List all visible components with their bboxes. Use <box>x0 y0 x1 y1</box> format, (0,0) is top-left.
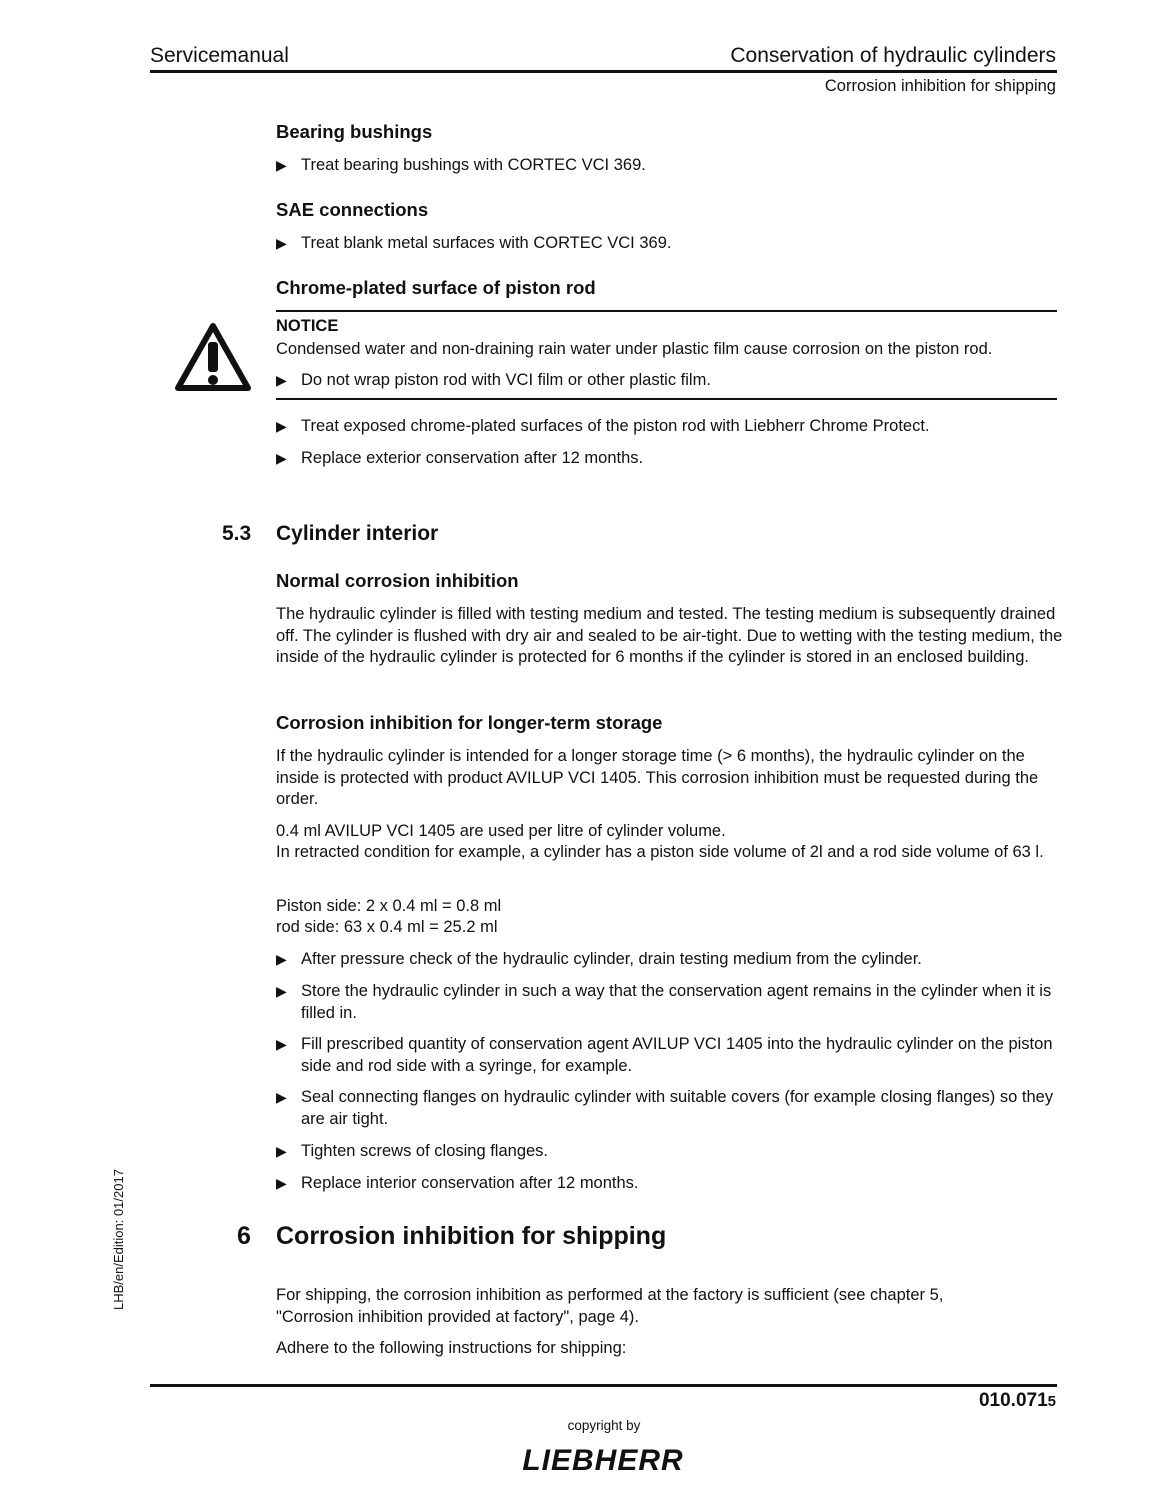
bullet-item <box>276 1087 1066 1130</box>
notice-top-rule <box>276 310 1057 312</box>
section-title-cylinder-interior: Cylinder interior <box>276 522 439 545</box>
bullet-item <box>276 416 1066 438</box>
bullet-triangle-icon: ▶ <box>276 372 287 388</box>
edition-note: LHB/en/Edition: 01/2017 <box>111 1169 126 1310</box>
header-chapter-title: Conservation of hydraulic cylinders <box>730 44 1056 67</box>
header-rule <box>150 70 1057 73</box>
bullet-triangle-icon: ▶ <box>276 951 287 967</box>
chapter-title-shipping: Corrosion inhibition for shipping <box>276 1222 667 1250</box>
calc-rod-side: rod side: 63 x 0.4 ml = 25.2 ml <box>276 918 498 936</box>
bullet-text: Seal connecting flanges on hydraulic cylinder with suitable covers (for example closing flanges) so they are air tight. <box>301 1088 1054 1128</box>
bullet-text: Do not wrap piston rod with VCI film or other plastic film. <box>301 371 711 389</box>
page-index: 5 <box>1047 1393 1056 1410</box>
chapter-number: 6 <box>237 1222 251 1250</box>
footer-rule <box>150 1384 1057 1387</box>
bullet-text: Replace interior conservation after 12 months. <box>301 1174 639 1192</box>
bullet-text: Tighten screws of closing flanges. <box>301 1142 549 1160</box>
bullet-text: Treat exposed chrome-plated surfaces of the piston rod with Liebherr Chrome Protect. <box>301 417 930 435</box>
paragraph-longer-term: If the hydraulic cylinder is intended for a longer storage time (> 6 months), the hydraulic cylinder on the inside is protected with product AVILUP VCI 1405. This corrosion inhibition must be requested during the order. <box>276 747 1039 808</box>
bullet-item <box>276 448 1066 470</box>
bullet-triangle-icon: ▶ <box>276 450 287 466</box>
notice-bullet <box>276 370 1066 392</box>
bullet-item <box>276 233 1066 255</box>
bullet-text: Replace exterior conservation after 12 months. <box>301 449 644 467</box>
heading-sae-connections: SAE connections <box>276 199 429 220</box>
notice-bottom-rule <box>276 398 1057 400</box>
page-number <box>979 1390 1056 1412</box>
calc-piston-side: Piston side: 2 x 0.4 ml = 0.8 ml <box>276 897 502 915</box>
bullet-item <box>276 1034 1066 1077</box>
heading-longer-term-storage: Corrosion inhibition for longer-term storage <box>276 712 663 733</box>
bullet-triangle-icon: ▶ <box>276 1143 287 1159</box>
notice-text: Condensed water and non-draining rain water under plastic film cause corrosion on the piston rod. <box>276 340 993 358</box>
doc-number: 010.071 <box>978 1390 1048 1411</box>
header-section-title: Corrosion inhibition for shipping <box>824 77 1056 95</box>
bullet-text: Treat bearing bushings with CORTEC VCI 369. <box>301 156 646 174</box>
liebherr-logo <box>518 1445 688 1475</box>
paragraph-normal-corrosion: The hydraulic cylinder is filled with testing medium and tested. The testing medium is subsequently drained off. The cylinder is flushed with dry air and sealed to be air-tight. Due to wetting with the testing medium, the inside of the hydraulic cylinder is protected for 6 months if the cylinder is stored in an enclosed building. <box>276 605 1063 666</box>
bullet-triangle-icon: ▶ <box>276 983 287 999</box>
bullet-text: After pressure check of the hydraulic cylinder, drain testing medium from the cylinder. <box>301 950 922 968</box>
paragraph-volume-line1: 0.4 ml AVILUP VCI 1405 are used per litre of cylinder volume. <box>276 822 726 840</box>
header-manual-title: Servicemanual <box>150 44 289 67</box>
bullet-item <box>276 949 1066 971</box>
svg-text:LIEBHERR: LIEBHERR <box>522 1445 684 1475</box>
paragraph-shipping: For shipping, the corrosion inhibition as performed at the factory is sufficient (see chapter 5, "Corrosion inhibition provided at factory", page 4). <box>276 1286 944 1326</box>
heading-normal-corrosion: Normal corrosion inhibition <box>276 570 519 591</box>
notice-title: NOTICE <box>276 317 339 335</box>
warning-triangle-icon <box>174 322 252 392</box>
bullet-triangle-icon: ▶ <box>276 418 287 434</box>
bullet-item <box>276 1173 1066 1195</box>
bullet-item <box>276 981 1066 1024</box>
copyright-text: copyright by <box>567 1418 641 1433</box>
bullet-triangle-icon: ▶ <box>276 1175 287 1191</box>
bullet-item <box>276 155 1066 177</box>
paragraph-shipping-instructions: Adhere to the following instructions for shipping: <box>276 1339 627 1357</box>
heading-chrome-plated: Chrome-plated surface of piston rod <box>276 277 596 298</box>
bullet-text: Store the hydraulic cylinder in such a way that the conservation agent remains in the cylinder when it is filled in. <box>301 982 1052 1022</box>
section-number: 5.3 <box>222 522 252 545</box>
bullet-triangle-icon: ▶ <box>276 157 287 173</box>
bullet-text: Fill prescribed quantity of conservation agent AVILUP VCI 1405 into the hydraulic cylinder on the piston side and rod side with a syringe, for example. <box>301 1035 1053 1075</box>
bullet-triangle-icon: ▶ <box>276 1089 287 1105</box>
bullet-item <box>276 1141 1066 1163</box>
bullet-text: Treat blank metal surfaces with CORTEC VCI 369. <box>301 234 672 252</box>
heading-bearing-bushings: Bearing bushings <box>276 121 433 142</box>
bullet-triangle-icon: ▶ <box>276 1036 287 1052</box>
bullet-triangle-icon: ▶ <box>276 235 287 251</box>
paragraph-volume-line2: In retracted condition for example, a cylinder has a piston side volume of 2l and a rod side volume of 63 l. <box>276 843 1044 861</box>
